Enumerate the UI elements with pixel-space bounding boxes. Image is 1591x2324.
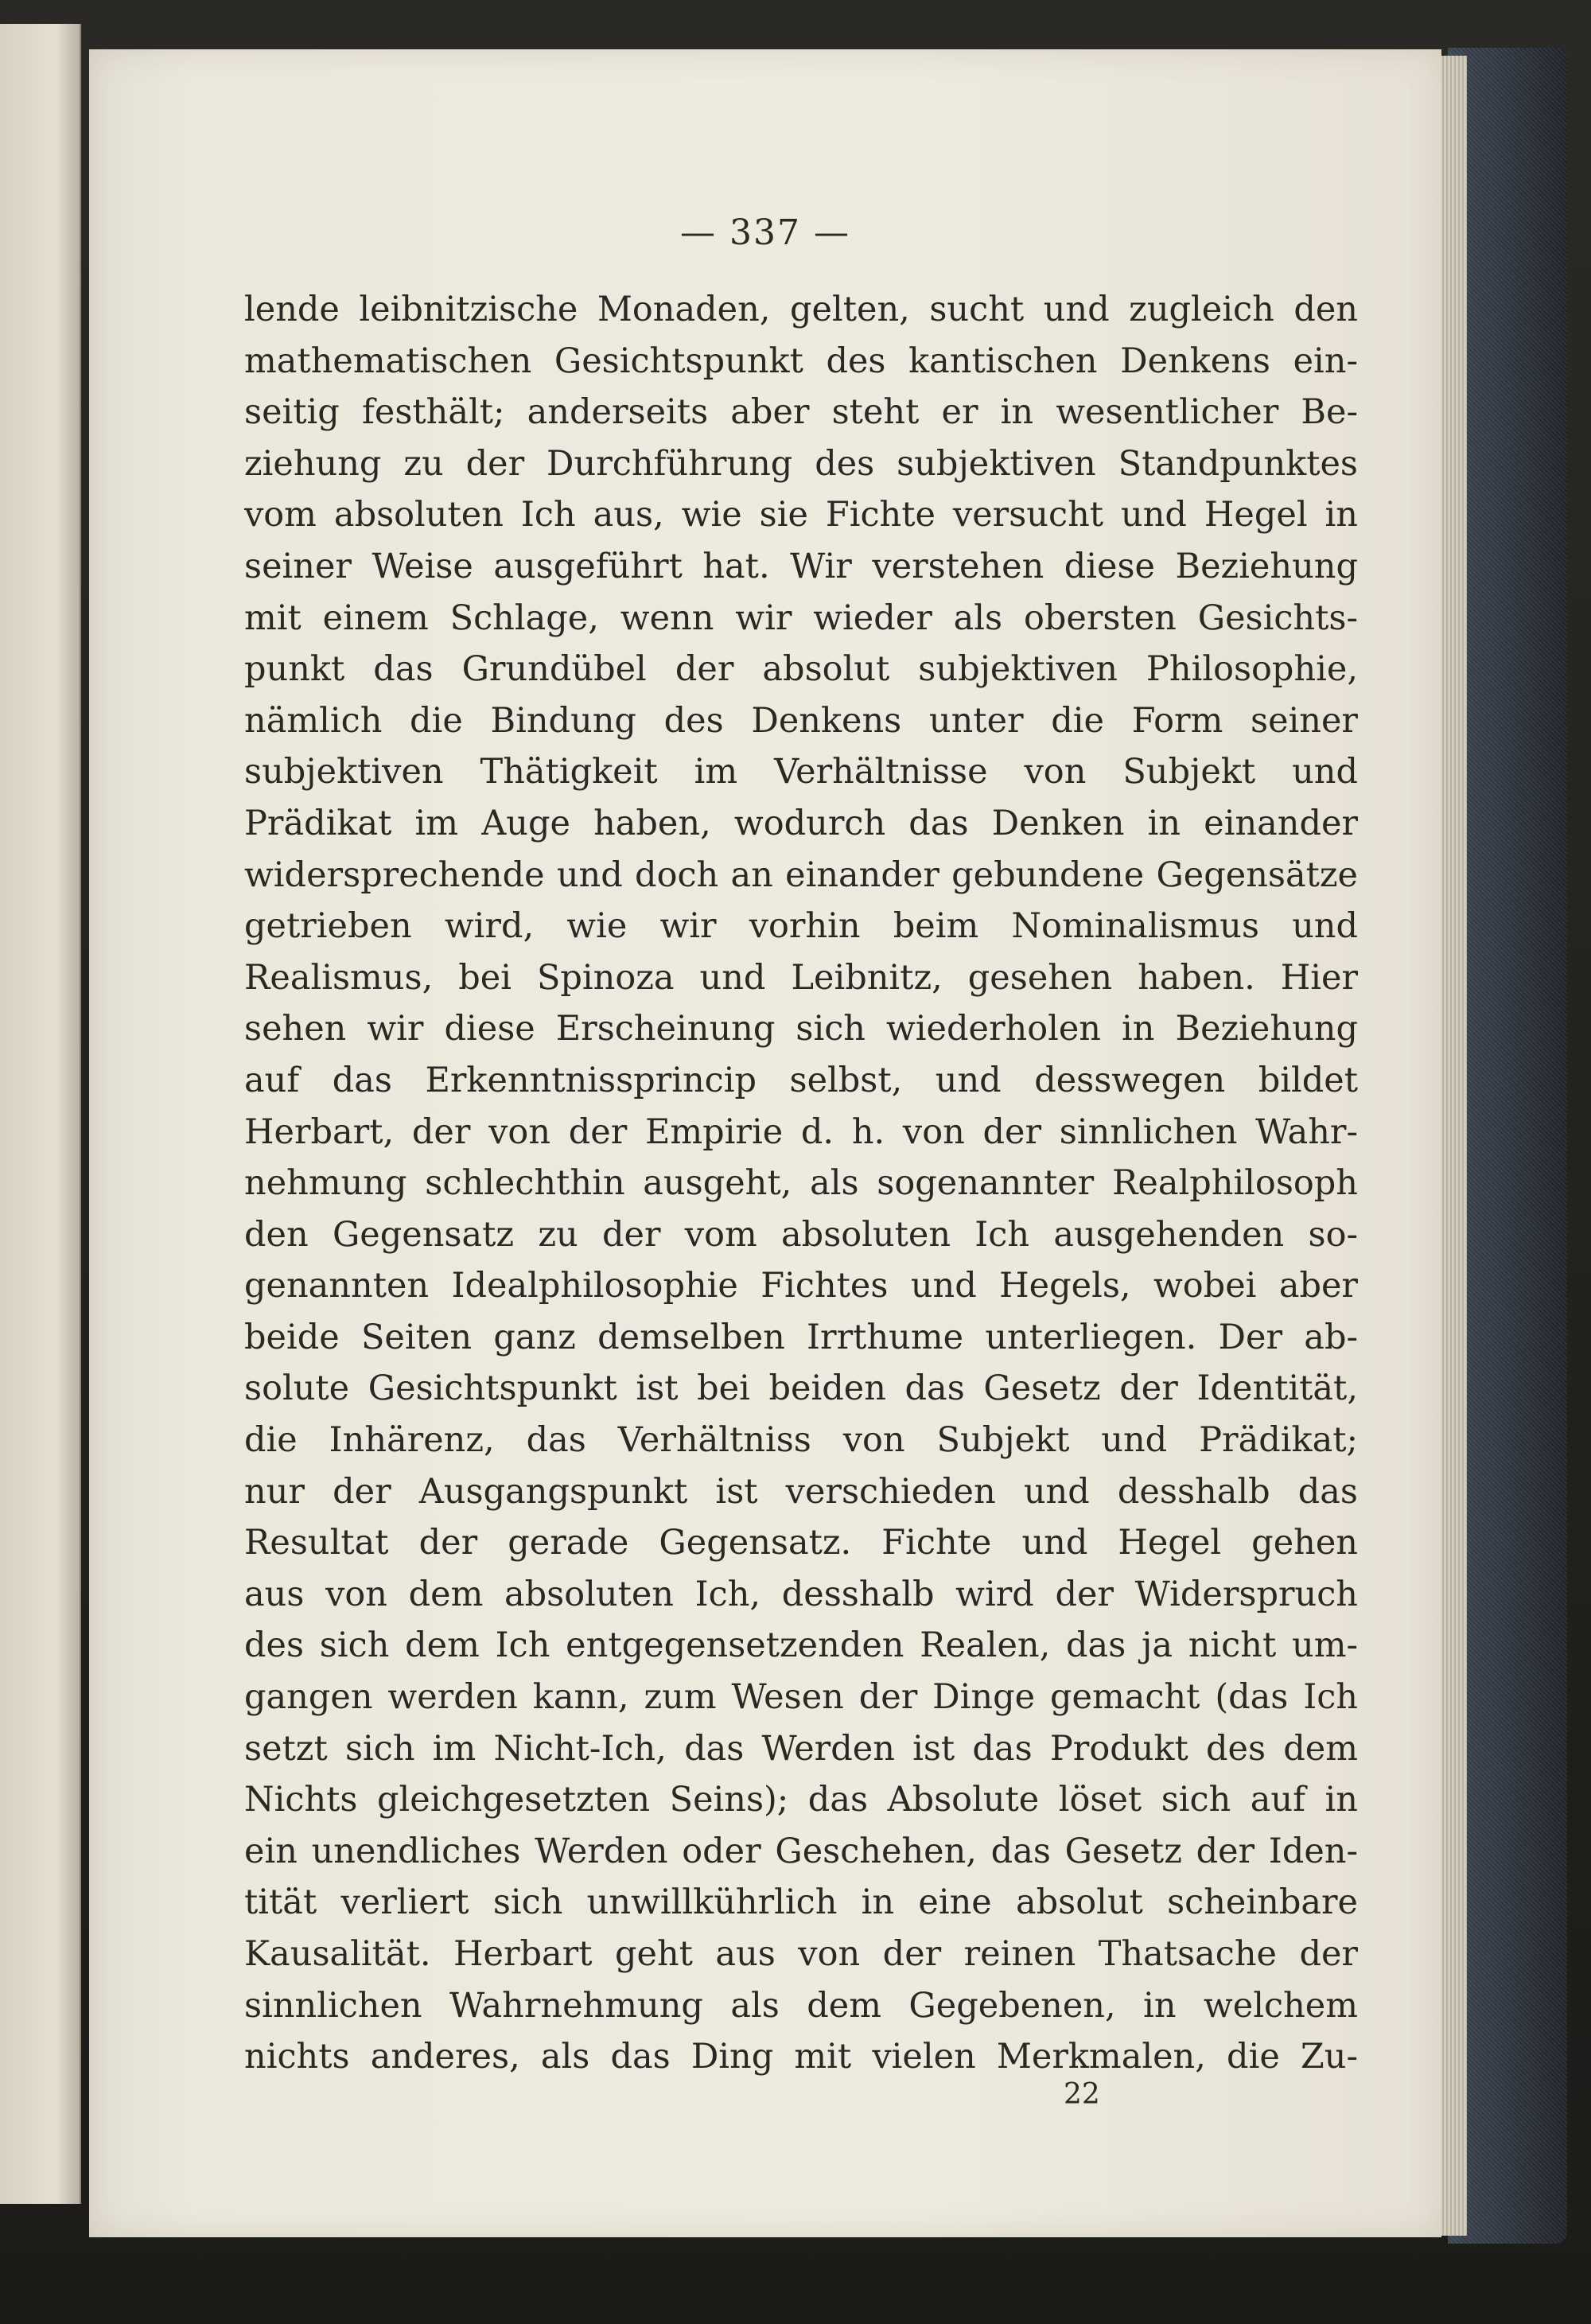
book-page — [89, 49, 1441, 2237]
text-line: Resultat der gerade Gegensatz. Fichte und Hegel gehen — [244, 1523, 1358, 1563]
text-line: ziehung zu der Durchführung des subjektiven Standpunktes — [244, 443, 1358, 484]
text-line: aus von dem absoluten Ich, desshalb wird der Widerspruch — [244, 1574, 1358, 1614]
text-line: seitig festhält; anderseits aber steht er in wesentlicher Be- — [244, 392, 1358, 433]
text-line: mathematischen Gesichtspunkt des kantischen Denkens ein- — [244, 341, 1358, 381]
text-line: des sich dem Ich entgegensetzenden Realen, das ja nicht um- — [244, 1625, 1358, 1666]
text-line: die Inhärenz, das Verhältniss von Subjekt und Prädikat; — [244, 1420, 1358, 1461]
text-line: nur der Ausgangspunkt ist verschieden und desshalb das — [244, 1471, 1358, 1512]
text-line: lende leibnitzische Monaden, gelten, sucht und zugleich den — [244, 290, 1358, 329]
text-line: tität verliert sich unwillkührlich in eine absolut scheinbare — [244, 1882, 1358, 1923]
signature-mark: 22 — [1064, 2078, 1100, 2111]
page-number: — 337 — — [680, 212, 850, 253]
text-line: sehen wir diese Erscheinung sich wiederholen in Beziehung — [244, 1009, 1358, 1049]
facing-page-edge — [0, 24, 81, 2204]
text-line: gangen werden kann, zum Wesen der Dinge gemacht (das Ich — [244, 1677, 1358, 1718]
text-line: Realismus, bei Spinoza und Leibnitz, gesehen haben. Hier — [244, 957, 1358, 998]
text-line: auf das Erkenntnissprincip selbst, und desswegen bildet — [244, 1060, 1358, 1100]
text-line: solute Gesichtspunkt ist bei beiden das Gesetz der Identität, — [244, 1368, 1358, 1409]
body-text — [244, 284, 1358, 2083]
text-line: seiner Weise ausgeführt hat. Wir verstehen diese Beziehung — [244, 546, 1358, 586]
text-line: Kausalität. Herbart geht aus von der reinen Thatsache der — [244, 1934, 1358, 1974]
text-line: Prädikat im Auge haben, wodurch das Denken in einander — [244, 803, 1358, 843]
text-line: mit einem Schlage, wenn wir wieder als obersten Gesichts- — [244, 598, 1358, 638]
text-line: beide Seiten ganz demselben Irrthume unterliegen. Der ab- — [244, 1317, 1358, 1357]
text-line: sinnlichen Wahrnehmung als dem Gegebenen, in welchem — [244, 1985, 1358, 2026]
text-line: punkt das Grundübel der absolut subjektiven Philosophie, — [244, 649, 1358, 690]
text-line: Herbart, der von der Empirie d. h. von der sinnlichen Wahr- — [244, 1111, 1358, 1152]
text-line: nehmung schlechthin ausgeht, als sogenannter Realphilosoph — [244, 1163, 1358, 1204]
text-line: nichts anderes, als das Ding mit vielen Merkmalen, die Zu- — [244, 2037, 1358, 2077]
text-line: den Gegensatz zu der vom absoluten Ich ausgehenden so- — [244, 1214, 1358, 1255]
text-line: vom absoluten Ich aus, wie sie Fichte versucht und Hegel in — [244, 495, 1358, 535]
text-line: Nichts gleichgesetzten Seins); das Absolute löset sich auf in — [244, 1780, 1358, 1820]
text-line: nämlich die Bindung des Denkens unter die Form seiner — [244, 700, 1358, 741]
text-line: subjektiven Thätigkeit im Verhältnisse von Subjekt und — [244, 752, 1358, 792]
text-line: ein unendliches Werden oder Geschehen, das Gesetz der Iden- — [244, 1831, 1358, 1871]
text-line: genannten Idealphilosophie Fichtes und Hegels, wobei aber — [244, 1266, 1358, 1306]
text-line: getrieben wird, wie wir vorhin beim Nominalismus und — [244, 906, 1358, 947]
text-line: setzt sich im Nicht-Ich, das Werden ist das Produkt des dem — [244, 1728, 1358, 1769]
text-line: widersprechende und doch an einander gebundene Gegensätze — [244, 854, 1358, 895]
